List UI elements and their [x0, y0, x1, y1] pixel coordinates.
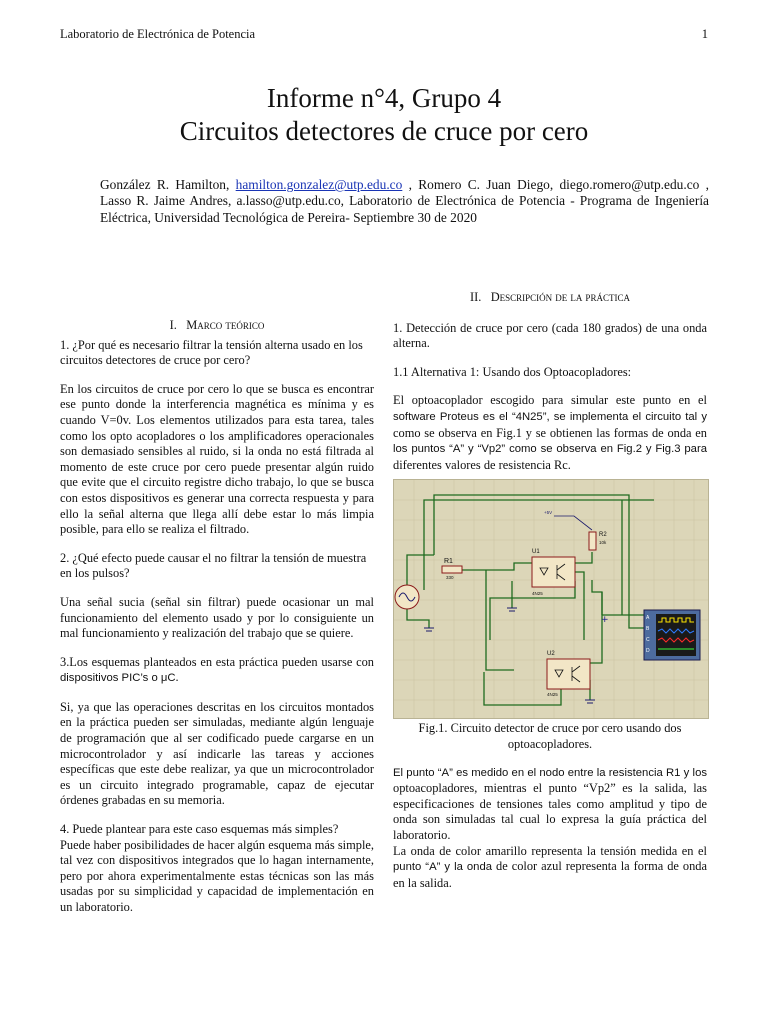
- vcc-label: +5V: [544, 510, 553, 516]
- right-column: [393, 290, 707, 904]
- optocoupler-text-a: El optoacoplador escogido para simular este punto en el: [393, 393, 707, 408]
- paragraph-detection: 1. Detección de cruce por cero (cada 180 grados) de una onda alterna.: [393, 320, 707, 351]
- optocoupler-text-e: diferentes valores de resistencia Rc.: [393, 457, 571, 472]
- section-1-title: Marco teórico: [186, 318, 265, 332]
- paragraph-point-a: [393, 765, 707, 844]
- authors-text-b: , Romero C. Juan Diego, diego.romero@utp.edu.co , Lasso R. Jaime Andres, a.lasso@utp.edu.co, Laboratorio de Electrónica de Potencia - Programa de Ingeniería Eléctrica, Universidad Tecnológica de Pereira- Septiembre 30 de 2020: [100, 177, 709, 225]
- u2-part: 4N25: [547, 692, 558, 698]
- section-heading-1: [60, 318, 374, 334]
- point-a-text-b: optoacopladores, mientras el punto “Vp2” es la salida, las especificaciones de tensiones tales como amplitud y tipo de onda son simuladas tal cual lo expresa la guía práctica del laboratorio.: [393, 781, 707, 842]
- question-2: 2. ¿Qué efecto puede causar el no filtrar la tensión de muestra en los pulsos?: [60, 550, 367, 581]
- question-3: [60, 655, 374, 687]
- junction-marker: +: [601, 615, 609, 626]
- title-line-2: Circuitos detectores de cruce por cero: [179, 116, 589, 146]
- title-line-1: Informe n°4, Grupo 4: [266, 83, 502, 113]
- r1-value: 330: [446, 575, 454, 581]
- optocoupler-text-c: como se observa en Fig.1 y se obtienen las formas de onda en: [393, 425, 707, 440]
- figure-caption: Fig.1. Circuito detector de cruce por cero usando dos optoacopladores.: [418, 721, 682, 751]
- r2-label: R2: [599, 532, 607, 539]
- vcc-probe-arrow: [554, 516, 592, 530]
- scope-channel-d: D: [646, 648, 650, 655]
- left-column: [60, 318, 374, 929]
- page-number: 1: [701, 27, 708, 41]
- section-heading-2: [393, 290, 707, 306]
- resistor-r2: [589, 532, 596, 550]
- circuit-schematic: [394, 480, 708, 718]
- section-2-number: II.: [470, 290, 482, 304]
- scope-channel-c: C: [646, 637, 650, 644]
- answer-3: Si, ya que las operaciones descritas en los circuitos montados en la práctica pueden ser simuladas, mediante algún lenguaje de programación que al ser codificado puede cargarse en un microcontrolador y así indicarle las tareas y acciones específicas que este debe realizar, ya que un microcontrolador es un circuito integrado programable, capaz de ejecutar órdenes grabadas en su memoria.: [60, 699, 374, 808]
- section-1-number: I.: [169, 318, 177, 332]
- question-1: 1. ¿Por qué es necesario filtrar la tensión alterna usado en los circuitos detectores de cruce por cero?: [60, 337, 363, 368]
- paragraph-alternative-1: 1.1 Alternativa 1: Usando dos Optoacopladores:: [393, 364, 632, 379]
- optocoupler-u2: [547, 659, 590, 689]
- wave-colors-text-c: de color azul representa la forma de onda en la salida.: [393, 859, 707, 890]
- optocoupler-text-b: software Proteus es el “4N25”, se implementa el circuito tal y: [393, 410, 707, 423]
- scope-channel-b: B: [646, 626, 650, 633]
- scope-channel-a: A: [646, 615, 650, 622]
- section-2-title: Descripción de la práctica: [490, 290, 630, 304]
- paper-title: [0, 82, 768, 148]
- resistor-r1: [442, 566, 462, 573]
- u1-part: 4N25: [532, 591, 543, 597]
- author-email-link[interactable]: hamilton.gonzalez@utp.edu.co: [235, 177, 403, 192]
- question-3-part-b: dispositivos PIC’s o μC: [60, 672, 176, 685]
- u2-label: U2: [547, 651, 555, 658]
- optocoupler-u1: [532, 557, 575, 587]
- point-a-text-a: El punto “A” es medido en el nodo entre la resistencia R1 y los: [393, 766, 707, 779]
- wave-colors-text-a: La onda de color amarillo representa la tensión medida en el: [393, 843, 707, 858]
- circuit-figure: [393, 479, 709, 719]
- r1-label: R1: [444, 558, 453, 566]
- answer-1: En los circuitos de cruce por cero lo que se busca es encontrar ese punto donde la interferencia magnética es mínima y es cuando V=0v. Los elementos utilizados para esta tarea, tales como los opto acopladores o los amplificadores operacionales son demasiado sensibles al ruido, si la onda no está filtrada al momento de este cruce por cero puede presentar algún ruido que evite que el circuito registre dicho trabajo, lo que se busca con estos dispositivos es generar una correcta respuesta y para ello la señal alterna que llega allí debe estar lo más limpia posible, para ello se realiza el filtrado.: [60, 381, 374, 537]
- question-4: 4. Puede plantear para este caso esquemas más simples?: [60, 822, 339, 837]
- wave-colors-text-b: punto “A” y la onda: [393, 861, 493, 874]
- authors-text-a: González R. Hamilton,: [100, 177, 236, 192]
- answer-4: Puede haber posibilidades de hacer algún esquema más simple, tal vez con dispositivos integrados que lo hagan internamente, pero por ahora experimentalmente estas técnicas son las más usadas por su simplicidad y capacidad de implementación en un laboratorio.: [60, 837, 374, 914]
- paragraph-optocoupler: [393, 393, 707, 473]
- optocoupler-text-d: los puntos “A” y “Vp2” como se observa en Fig.2 y Fig.3 para: [393, 443, 707, 456]
- u1-label: U1: [532, 549, 540, 556]
- question-3-part-c: .: [175, 670, 179, 685]
- paragraph-wave-colors: [393, 844, 707, 892]
- answer-2: Una señal sucia (señal sin filtrar) puede ocasionar un mal funcionamiento del elemento usado y por lo consiguiente un mal funcionamiento y realización del trabajo que se quiere.: [60, 594, 374, 641]
- r2-value: 10k: [599, 540, 607, 546]
- author-block: [100, 177, 709, 226]
- question-3-part-a: 3.Los esquemas planteados en esta práctica pueden usarse con: [60, 654, 374, 669]
- running-header: Laboratorio de Electrónica de Potencia: [60, 27, 256, 41]
